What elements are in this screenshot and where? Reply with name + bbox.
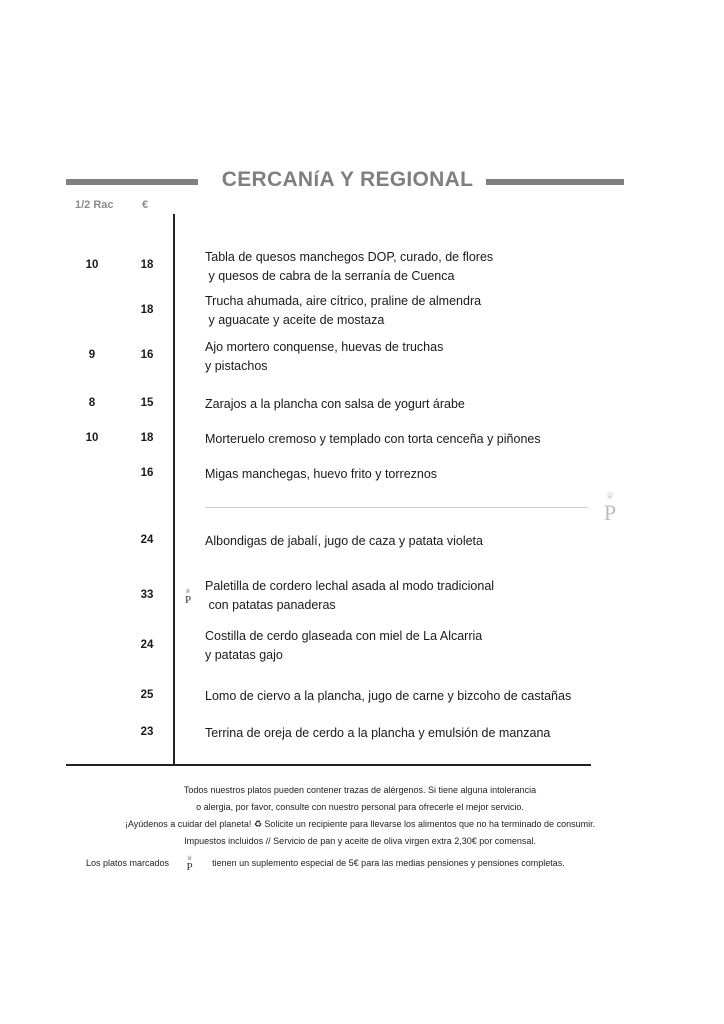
price: 24	[140, 639, 154, 651]
dish-name: Zarajos a la plancha con salsa de yogurt árabe	[205, 397, 465, 411]
title-bar-right	[486, 179, 624, 185]
dish-name: Lomo de ciervo a la plancha, jugo de carne y bizcoho de castañas	[205, 689, 572, 703]
half-price: 8	[88, 397, 96, 409]
dish-name: Albondigas de jabalí, jugo de caza y patata violeta	[205, 534, 483, 548]
crowned-p-logo: ♕ P	[598, 492, 622, 524]
footer-divider	[66, 764, 591, 766]
footer-planet-line: ¡Ayúdenos a cuidar del planeta! ♻ Solicite un recipiente para llevarse los alimentos que no ha terminado de consumir.	[124, 819, 596, 829]
col-head-half: 1/2 Rac	[75, 199, 114, 211]
half-price: 10	[85, 259, 99, 271]
section-separator	[205, 507, 588, 508]
title-bar-left	[66, 179, 198, 185]
footer-allergen-line-1: Todos nuestros platos pueden contener trazas de alérgenos. Si tiene alguna intolerancia	[183, 785, 537, 795]
price: 16	[140, 349, 154, 361]
half-price: 10	[85, 432, 99, 444]
supplement-mark-icon: ♕ P	[184, 589, 192, 606]
price: 18	[140, 432, 154, 444]
dish-name: Paletilla de cordero lechal asada al modo tradicional con patatas panaderas	[205, 579, 495, 612]
price: 16	[140, 467, 154, 479]
dish-name: Ajo mortero conquense, huevas de truchas y pistachos	[205, 340, 444, 373]
price: 25	[140, 689, 154, 701]
price: 15	[140, 397, 154, 409]
dish-name: Costilla de cerdo glaseada con miel de La Alcarria y patatas gajo	[205, 629, 483, 662]
price: 18	[140, 304, 154, 316]
price: 23	[140, 726, 154, 738]
dish-name: Tabla de quesos manchegos DOP, curado, de flores y quesos de cabra de la serranía de Cuenca	[205, 250, 494, 283]
dish-name: Terrina de oreja de cerdo a la plancha y emulsión de manzana	[205, 726, 551, 740]
price: 24	[140, 534, 154, 546]
column-divider	[173, 214, 175, 766]
price: 33	[140, 589, 154, 601]
dish-name: Morteruelo cremoso y templado con torta cenceña y piñones	[205, 432, 541, 446]
col-head-price: €	[142, 199, 149, 211]
section-title: CERCANíA Y REGIONAL	[221, 168, 474, 191]
price: 18	[140, 259, 154, 271]
crown-icon: ♕	[605, 491, 615, 502]
dish-name: Migas manchegas, huevo frito y torreznos	[205, 467, 438, 481]
footer-supplement-line: Los platos marcados ♕ P tienen un suplemento especial de 5€ para las medias pensiones y pensiones completas.	[86, 856, 565, 873]
supplement-mark-icon: ♕ P	[186, 856, 193, 873]
dish-name: Trucha ahumada, aire cítrico, praline de almendra y aguacate y aceite de mostaza	[205, 294, 482, 327]
half-price: 9	[88, 349, 96, 361]
footer-tax-line: Impuestos incluidos // Servicio de pan y aceite de oliva virgen extra 2,30€ por comensal.	[184, 836, 536, 846]
footer-allergen-line-2: o alergia, por favor, consulte con nuestro personal para ofrecerle el mejor servicio.	[196, 802, 524, 812]
